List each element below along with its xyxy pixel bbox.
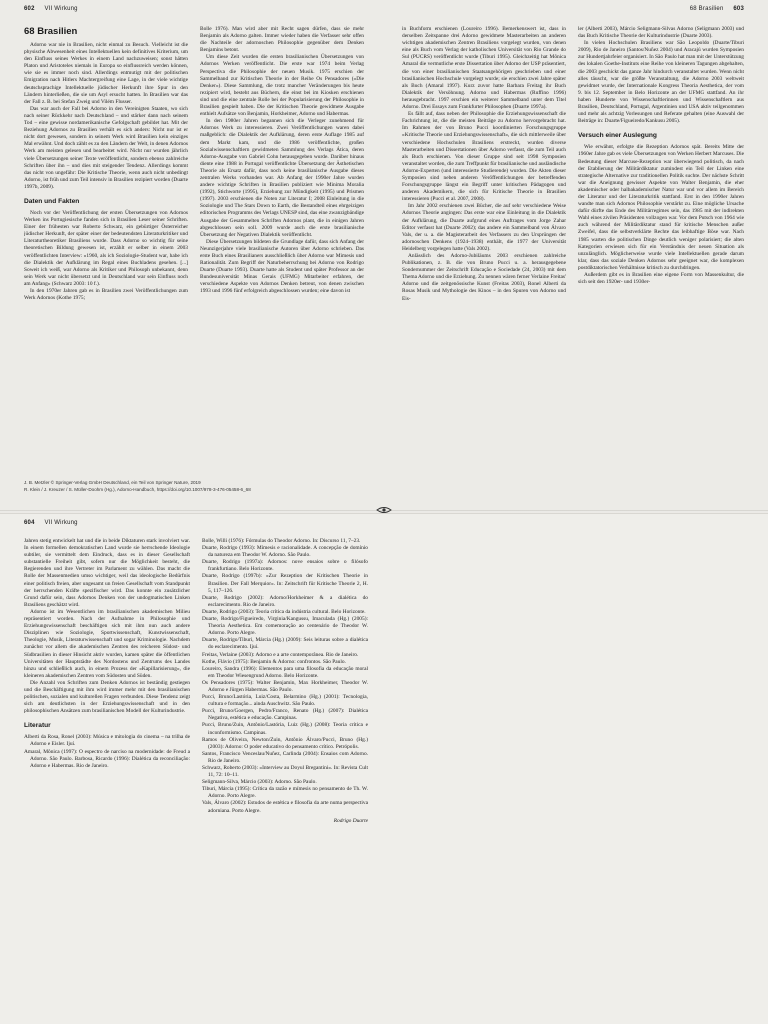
- body-paragraph: Das war auch der Fall bei Adorno in den Vereinigten Staaten, wo sich nach seiner Rückkehr nach Deutschland – und stärker dann nach seinem Tod – eine gewisse nordamerikanische Gefolgschaft gebildet hat. Mit der Beziehung Adornos zu Brasilien verhält es sich anders: Nicht nur ist er nicht dort gewesen, sondern in seinem Werk wird Brasilien kein einziges Mal erwähnt. Und doch zählt es zu den Ländern der Welt, in denen Adornos Werk am meisten gelesen und bearbeitet wird. Nicht nur wurden jährlich viele Übersetzungen seiner Texte veröffentlicht, sondern ebenso zahlreiche Schriften über ihn – und dies mit steigender Tendenz. Allerdings kommt das nicht von ungefähr: Die Kritische Theorie, wenn auch nicht unbedingt Adorno, ist früh und zum Teil intensiv in Brasilien rezipiert worden (Duarte 1997b, 2009).: [24, 105, 188, 190]
- literature-entry: Pucci, Bruno/Zuin, Antônio/Lastória, Luiz (Hg.) (2008): Teoria crítica e inconformismo. Campinas.: [202, 722, 368, 736]
- citation-line: R. Klein / J. Kreuzer / S. Müller-Doohm (Hg.), Adorno-Handbuch, https://doi.org/10.1007/978-3-476-05458-6_68: [24, 487, 251, 492]
- literature-list-1: [24, 734, 190, 769]
- running-head-section-right: 68 Brasilien: [689, 6, 724, 12]
- publisher-line: J. B. Metzler © Springer-Verlag GmbH Deutschland, ein Teil von Springer Nature, 2019: [24, 480, 201, 485]
- author-signature: Rodrigo Duarte: [333, 817, 368, 824]
- body-paragraph: Diese Übersetzungen bildeten die Grundlage dafür, dass sich Anfang der Neunzigerjahre viele brasilianische Autoren über Adorno schrieben. Das erste Buch eines Brasilianers ausschließlich über Adorno war Mimesis und Rationalität. Zum Begriff der Naturbeherrschung bei Adorno von Rodrigo Duarte (Duarte 1993). Duarte hatte als Student und später Professor an der Bundesuniversität Minas Gerais (UFMG) Mitarbeiter erfahren, der verschiedene Aspekte von Adornos Denken betreut, von denen zwischen 1993 und 1996 fünf erfolgreich abgeschlossen wurden; eine davon ist: [200, 238, 364, 295]
- running-head-bottom: [24, 520, 78, 526]
- column-3: [402, 26, 566, 474]
- literature-entry: Alberti da Rosa, Ronel (2003): Música e mitologia do cinema – na trilha de Adorno e Eisler. Ijuí.: [24, 734, 190, 748]
- col4-body-2: [578, 144, 744, 286]
- literature-entry: Freitas, Verlaine (2003): Adorno e a arte contemporânea. Rio de Janeiro.: [202, 651, 359, 658]
- chapter-title: 68 Brasilien: [24, 26, 78, 37]
- col2-body: [200, 26, 364, 296]
- body-paragraph: Es fällt auf, dass neben der Philosophie die Erziehungswissenschaft die Fachrichtung ist, die die meisten Beiträge zu Adorno hervorgebracht hat. Im Rahmen der von Bruno Pucci koordinierten Forschungsgruppe »Kritische Theorie und Erziehungswissenschaft«, die sich mittlerweile über verschiedene Hochschulen Brasiliens erstreckt, wurden diverse Masterarbeiten und Dissertationen über Adorno verfasst, die zum Teil auch als Buch erschienen. Von dieser Gruppe sind seit 1998 Symposien veranstaltet worden, die zum Treffpunkt für brasilianische und ausländische Adorno-Experten (und interessierte Studierende) wurden. Die Akten dieser Symposien sind neben anderen Veröffentlichungen der betreffenden Forschungsgruppe längst ein Begriff unter kritischen Pädagogen und anderen Akademikern, die sich für Kritische Theorie in Brasilien interessieren (Pucci et al. 2007, 2008).: [402, 111, 566, 203]
- literature-entry: Duarte, Rodrigo/Tiburi, Márcia (Hg.) (2009): Seis leituras sobre a dialética do esclarecimento. Ijuí.: [202, 637, 368, 651]
- running-head-left: [24, 6, 78, 12]
- body-paragraph: Außerdem gibt es in Brasilien eine eigene Form von Massenkultur, die sich seit den 1920er- und 1930er-: [578, 272, 744, 286]
- literature-entry: Kothe, Flávio (1975): Benjamin & Adorno: confrontos. São Paulo.: [202, 658, 346, 665]
- literature-entry: Loureiro, Sandra (1996): Elementos para uma filosofia da educação moral em Theodor Wiesengrund Adorno. Belo Horizonte.: [202, 665, 368, 679]
- literature-entry: Seligmann-Silva, Márcio (2003): Adorno. São Paulo.: [202, 779, 317, 786]
- running-head-section: VII Wirkung: [44, 6, 78, 12]
- literature-entry: Duarte, Rodrigo (1997a): Adornos: nove ensaios sobre o filósofo frankfurtiano. Belo Horizonte.: [202, 559, 368, 573]
- literature-entry: Duarte, Rodrigo (2003): Teoria crítica da indústria cultural. Belo Horizonte.: [202, 608, 366, 615]
- body-paragraph: Adorno ist im Wesentlichen im brasilianischen akademischen Milieu repräsentiert worden. Nach der Aufnahme in Philosophie und Erziehungswissenschaft beschäftigen sich mit ihm nun auch andere Disziplinen wie Soziologie, Sportwissenschaft, Kunstwissenschaft, Theologie, Musik, Literaturwissenschaft und sogar Kriminologie. Nachdem zunächst vor allem die akademischen Zentren des reicheren Südost- und Südbrasilien in dieser Hinsicht aktiv wurden, kamen später die öffentlichen Universitäten der Hauptstädte des Nordostens und Zentrums des Landes hinzu und schließlich auch, in einem Prozess der »Kapillarisierung«, die kleineren akademischen Zentren vom Südosten und Süden.: [24, 608, 190, 679]
- col5-body: [24, 538, 190, 715]
- column-4: [578, 26, 744, 474]
- literature-list-2: [202, 538, 368, 815]
- literature-entry: Ramos de Oliveira, Newton/Zuin, Antônio Álvaro/Pucci, Bruno (Hg.) (2003): Adorno: O poder educativo do pensamento crítico. Petrópolis.: [202, 736, 368, 750]
- body-paragraph: Noch vor der Veröffentlichung der ersten Übersetzungen von Adornos Werken ins Portugiesische fanden sich in Brasilien Leser seiner Schriften. Einer der frühesten war Roberto Schwarz, ein gebürtiger Österreicher jüdischer Herkunft, der später einer der bedeutendsten Literaturkritiker und Literaturtheoretiker Brasiliens wurde. Dass Adorno so wichtig für seine theoretischen Bildung gewesen ist, erzählt er selber in einem 2003 veröffentlichten Interview: »1960, als ich Soziologie-Student war, habe ich die Dialektik der Aufklärung im Regal eines Buchladens gesehen. [...] Soweit ich weiß, war Adorno als Kritiker und Philosoph unbekannt, denn sein Werk war nicht übersetzt und in Deutschland war sein Einfluss noch am Anfang« (Schwarz 2003: 10 f.).: [24, 209, 188, 287]
- lower-page: [0, 514, 768, 1024]
- body-paragraph: Wie erwähnt, erfolgte die Rezeption Adornos spät. Bereits Mitte der 1960er Jahre gab es viele Übersetzungen von Werken Herbert Marcuses. Die Bedeutung dieser Marcuse-Rezeption war überwiegend politisch, da nach der Etablierung der Militärdiktatur zumindest ein Teil der Linken eine strategische Alternative zur traditionellen Politik suchte. Der nächste Schritt war die Aneignung gewisser Aspekte von Walter Benjamin, die eher akademischer oder halbakademischer Natur war und vor allem im Bereich der Literatur und der Literaturkritik stattfand. Erst in den 1990er Jahren wandte man sich Adornos Philosophie verstärkt zu. Eine mögliche Ursache dafür dürfte das Ende des Militärregimes sein, das 1985 mit der indirekten Wahl eines zivilen Präsidenten vollzogen war. Vor dem Putsch von 1964 wie auch während der Militärdiktatur stand für kritische Menschen außer Zweifel, dass die selbstverklärte Rechte das leibhaftige Böse war. Nach 1985 warten die politischen Dinge deutlich weniger polarisiert; die alten Kategorien erwiesen sich für ein Verständnis der neuen Situation als unzulänglich. Möglicherweise wurde viele Intellektuellen gerade darum klar, dass das soziale Denken Adornos sehr geeignet war, die komplexen postdiktatorischen Verhältnisse kritisch zu durchdringen.: [578, 144, 744, 271]
- running-head-right: [690, 6, 744, 12]
- page-number-602: 602: [24, 6, 35, 12]
- literature-heading: Literatur: [24, 722, 51, 730]
- body-paragraph: in Buchform erschienen (Loureiro 1996). Bemerkenswert ist, dass in derselben Zeitspanne drei Adorno gewidmete Masterarbeiten an anderen wichtigen akademischen Zentren Brasiliens vorgelegt wurden, von denen eine als Buch vom Verlag der katholischen Universität von Rio Grande do Sul (PUCRS) veröffentlicht wurde (Tiburi 1995). Gleichzeitig hat Mônica Amaral die vermutliche erste Dissertation über Adorno der USP präsentiert, die von einer brasilianischen Staatsangehörigen geschrieben und einer brasilianischen Hochschule vorgelegt wurde; sie erschien zwei Jahre später als Buch (Amaral 1997). Kurz zuvor hatte Barbara Freitag ihr Buch Dialektik der Versöhnung. Adorno und Habermas (Ruffino 1996) herausgebracht. 1997 erschien ein weiterer Sammelband unter dem Titel Adorno. Drei Essays zum Frankfurter Philosophen (Duarte 1997a).: [402, 26, 566, 111]
- col1-body-2: [24, 210, 188, 302]
- literature-entry: Duarte, Rodrigo (1997b): »Zur Rezeption der Kritischen Theorie in Brasilien. Der Fall Merquior«. In: Zeitschrift für Kritische Theorie 2, H. 5, 117–126.: [202, 573, 368, 594]
- literature-entry: Schwarz, Roberto (2003): »Interview au Doyul Bregantini«. In: Revista Cult 11, 72: 10–11.: [202, 765, 368, 779]
- body-paragraph: ler (Alberti 2003), Márcio Seligmann-Silvas Adorno (Seligmann 2003) und das Buch Kritische Theorie der Kulturindustrie (Duarte 2003).: [578, 26, 744, 40]
- section-heading-daten: Daten und Fakten: [24, 197, 80, 205]
- literature-entry: Vals, Álvaro (2002): Estudos de estética e filosofia da arte numa perspectiva adorniana. Porto Alegre.: [202, 800, 368, 814]
- column-5: [24, 538, 190, 1014]
- section-heading-versuch: Versuch einer Auslegung: [578, 132, 657, 140]
- column-6: [202, 538, 368, 1014]
- col1-body: [24, 42, 188, 191]
- page-number-603: 603: [733, 6, 744, 12]
- running-head-section-bottom: VII Wirkung: [44, 520, 78, 526]
- column-2: [200, 26, 364, 474]
- literature-entry: Duarte, Rodrigo/Figueiredo, Virginia/Kangussu, Imaculada (Hg.) (2005): Theoria Aesthetica. Em comemoração ao centenário de Theodor W. Adorno. Porto Alegre.: [202, 616, 368, 637]
- body-paragraph: Jahren stetig entwickelt hat und die in beide Diktaturen stark involviert war. In einem formellen demokratischen Land wurde sie herrschende Ideologie subtiler, sie vermittelt dem Eindruck, dass es in dieser Gesellschaft substantielle Freiheit gibt, sofern nur die Möglichkeit besteht, die Regierenden und ihre Vertreter im Parlament zu wählen. Das macht die Rolle der Massenmedien umso wichtiger, weil das ideologische Bedürfnis einer politisch freien, aber ungesamt un freien Gesellschaft vom Standpunkt der herrschenden Kräfte spezifischer wird. Das konnte ein zusätzlicher Grund dafür sein, dass Adornos Denken von der undogmatischen Linken Brasiliens geschätzt wird.: [24, 538, 190, 608]
- literature-entry: Amaral, Mônica (1997): O espectro de narciso na modernidade: de Freud a Adorno. São Paulo. Barbosa, Ricardo (1996): Dialética da reconciliação: Adorno e Habermas. Rio de Janeiro.: [24, 748, 190, 769]
- col4-body: [578, 26, 744, 125]
- body-paragraph: In den 1970er Jahren gab es in Brasilien zwei Veröffentlichungen zum Werk Adornos (Kothe 1975;: [24, 288, 188, 302]
- literature-entry: Duarte, Rodrigo (1993): Mímesis e racionalidade. A concepção de domínio da natureza em Theodor W. Adorno. São Paulo.: [202, 545, 368, 559]
- literature-entry: Bolle, Willi (1976): Fórmulas do Theodor Adorno. In: Discurso 11, 7–23.: [202, 538, 361, 544]
- literature-entry: Santos, Francisco Venceslau/Nuñez, Carlinda (2004): Ensaios com Adorno. Rio de Janeiro.: [202, 750, 368, 764]
- body-paragraph: In den 1980er Jahren begannen sich die Verleger zunehmend für Adornos Werk zu interessieren. Zwei Veröffentlichungen waren dabei maßgeblich: die Dialektik der Aufklärung, deren erste Auflage 1985 auf dem Markt kam, und die 1986 veröffentlichte, großen Sozialwissenschaftlern gewidmeten Sammlung des Verlags Ática, deren Adorno-Ausgabe von Gabriel Cohn herausgegeben wurde. Darüber hinaus diente eine 1988 in Portugal veröffentlichte Übersetzung der Ästhetischen Theorie als Ersatz dafür, dass noch keine brasilianische Ausgabe dieses zentralen Werks vorhanden war. Ab Anfang der 1990er Jahre wurden andere wichtige Schriften in Brasilien publiziert wie Minima Moralia (1992), Stichworte (1995), Erziehung zur Mündigkeit (1995) und Prismen (1997). 2003 erschienen die Noten zur Literatur I; 2008 Einleitung in die Soziologie und The Stars Down to Earth, die Bestandteil eines ehrgeizigen editorischen Programms des Verlags UNESP sind, das eine zwanzigbändige Ausgabe der Gesammelten Schriften Adornos plant, die in einigen Jahren abgeschlossen sein soll. 2009 wurde auch die erste brasilianische Übersetzung der Negativen Dialektik veröffentlicht.: [200, 118, 364, 238]
- page-number-604: 604: [24, 520, 35, 526]
- literature-entry: Pucci, Bruno/Goergen, Pedro/Franco, Renato (Hg.) (2007): Dialética Negativa, estética e educação. Campinas.: [202, 708, 368, 722]
- body-paragraph: Im Jahr 2002 erschienen zwei Bücher, die auf sehr verschiedene Weise Adornos Theorie angingen: Das erste war eine Einleitung in die Dialektik der Aufklärung, die Duarte aufgrund eines Auftrages vom Jorge Zahar Editor verfasst hat (Duarte 2002); das andere ein Sammelband von Álvaro Vals, der u. a. die Magisterarbeit des Verfassers zu den Ursprüngen der adornoschen Denkens (1924–1938) enthält, die 1977 der Universität Heidelberg vorgelegen hatte (Vals 2002).: [402, 203, 566, 252]
- col3-body: [402, 26, 566, 303]
- body-paragraph: In vielen Hochschulen Brasiliens war São Leopoldo (Duarte/Tiburi 2009), Rio de Janeiro (Santos/Nuñez 2004) und Aracajú wurden Symposien zur Hundertjahrfeier organisiert. In São Paulo hat man mit der Unterstützung des lokalen Goethe-Instituts eine Reihe von kleineren Tagungen abgehalten, die 2003 geschickt das ganze Jahr hindurch veranstaltet wurden. Wenn nicht alles täuscht, war die größte Veranstaltung, die Adorno 2003 weltweit gewidmet wurde, der Internationale Kongress Theoria Aesthetica, der vom 9. bis 12. September in Belo Horizonte an der UFMG stattfand. An ihr haben Hunderte von Wissenschaftlerinnen und Wissenschaftlern aus Brasilien, Deutschland, Portugal, Argentinien und USA aktiv teilgenommen und mehr als achtzig Vorlesungen und Referate gehalten (eine Auswahl der Beiträge in: Duarte/Figueiredo/Kankusu 2005).: [578, 40, 744, 125]
- literature-entry: Os Pensadores (1975): Walter Benjamin, Max Horkheimer, Theodor W. Adorno e Jürgen Habermas. São Paulo.: [202, 679, 368, 693]
- literature-entry: Tiburi, Márcia (1995): Crítica da razão e mímesis no pensamento de Th. W. Adorno. Porto Alegre.: [202, 786, 368, 800]
- body-paragraph: Die Anzahl von Schriften zum Denken Adornos ist beständig gestiegen und die Beschäftigung mit ihm wird immer mehr mit den brasilianischen politischen, sozialen und kulturellen Fragen verbunden. Diese Tendenz zeigt sich am deutlichsten in der Erziehungswissenschaft und in den philosophischen Ansätzen zum brasilianischen Modell der Kulturindustrie.: [24, 679, 190, 715]
- column-1: [24, 26, 188, 474]
- literature-entry: Duarte, Rodrigo (2002): Adorno/Horkheimer & a dialética do esclarecimento. Rio de Janeiro.: [202, 594, 368, 608]
- literature-entry: Pucci, Bruno/Lastória, Luiz/Costa, Belarmino (Hg.) (2001): Tecnologia, cultura e formação... ainda Auschwitz. São Paulo.: [202, 694, 368, 708]
- body-paragraph: Bolle 1976). Man wird aber mit Recht sagen dürfen, dass sie mehr Benjamin als Adorno galten. Immer wieder haben die Verfasser sehr offen die Nachteile der adornoschen Philosophie gegenüber dem Denken Benjamins betont.: [200, 26, 364, 54]
- body-paragraph: Adorno war nie in Brasilien, nicht einmal zu Besuch. Vielleicht ist die physische Abwesenheit eines Intellektuellen kein definitives Kriterium, um den Einfluss seines Werkes in einem Land nachzuweisen; sonst hätten Platon und Aristoteles niemals in Europa so einflussreich werden können, wie sie es immer noch sind. Allerdings entmutigt mit der politischen Emigration nach Hitlers Machtergreifung eine Lage, in der viele wichtige deutschsprachige Intellektuelle jüdischer Herkunft ihre Spur in den Ländern hinterließen, die sie um Asyl ersucht hatten. In Brasilien war das der Fall z. B. bei Stefan Zweig und Vilém Flusser.: [24, 42, 188, 105]
- body-paragraph: Um diese Zeit wurden die ersten brasilianischen Übersetzungen von Adornos Werken veröffentlicht. Die erste war 1974 beim Verlag Perspectiva die Philosophie der neuen Musik. 1975 erschien der Sammelband zur Kritischen Theorie in der Reihe Os Pensadores (»Die Denker«). Diese Sammlung, die trotz mancher Veränderungen bis heute rezipiert wird, besteht aus Büchern, die einst bei im Kiosken erschienen sind und die eine zentrale Rolle bei der Popularisierung der Philosophie in Brasilien gespielt haben. Die der Kritischen Theorie gewidmete Ausgabe enthielt Aufsätze von Benjamin, Horkheimer, Adorno und Habermas.: [200, 54, 364, 118]
- body-paragraph: Anlässlich des Adorno-Jubiläums 2003 erschienen zahlreiche Publikationen, z. B. die von Bruno Pucci u. a. herausgegebene Sondernummer der Zeitschrift Educação e Sociedade (24, 2003) mit dem Thema Adorno und die Erziehung. Zu nennen wären ferner Verlaine Freitas' Adorno und die zeitgenössische Kunst (Freitas 2003), Ronel Alberti da Rosas Musik und Mythologie des Kinos – in den Spuren von Adorno und Eis-: [402, 253, 566, 302]
